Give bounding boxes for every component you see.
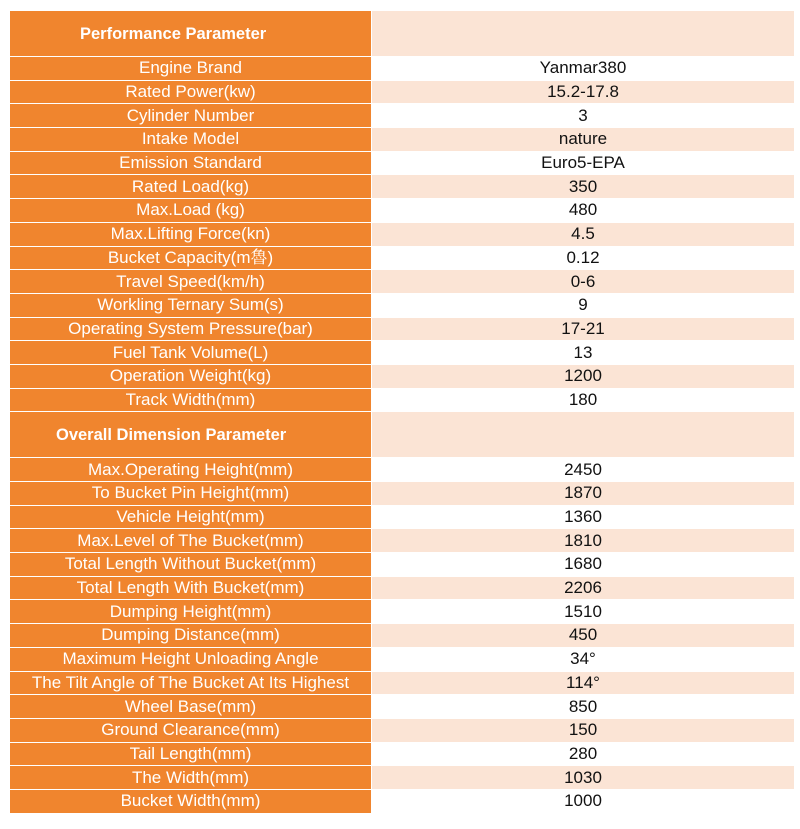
parameter-label: Operation Weight(kg) bbox=[10, 364, 372, 388]
table-row bbox=[10, 695, 795, 719]
table-row bbox=[10, 246, 795, 270]
parameter-value: 1810 bbox=[372, 529, 795, 553]
parameter-label: Max.Level of The Bucket(mm) bbox=[10, 529, 372, 553]
parameter-label: Travel Speed(km/h) bbox=[10, 270, 372, 294]
table-row bbox=[10, 57, 795, 81]
parameter-label: Max.Operating Height(mm) bbox=[10, 458, 372, 482]
parameter-label: Workling Ternary Sum(s) bbox=[10, 293, 372, 317]
parameter-value: 180 bbox=[372, 388, 795, 412]
spec-table bbox=[9, 10, 795, 814]
table-row bbox=[10, 364, 795, 388]
parameter-label: Total Length Without Bucket(mm) bbox=[10, 553, 372, 577]
parameter-value: 15.2-17.8 bbox=[372, 80, 795, 104]
parameter-value: 1200 bbox=[372, 364, 795, 388]
table-row bbox=[10, 624, 795, 648]
parameter-label: Dumping Height(mm) bbox=[10, 600, 372, 624]
parameter-label: Emission Standard bbox=[10, 151, 372, 175]
parameter-label: Cylinder Number bbox=[10, 104, 372, 128]
table-row bbox=[10, 600, 795, 624]
table-row bbox=[10, 341, 795, 365]
parameter-label: Max.Load (kg) bbox=[10, 199, 372, 223]
section-header-row bbox=[10, 412, 795, 458]
parameter-value: 350 bbox=[372, 175, 795, 199]
table-row bbox=[10, 789, 795, 813]
parameter-label: Wheel Base(mm) bbox=[10, 695, 372, 719]
parameter-value: 3 bbox=[372, 104, 795, 128]
table-row bbox=[10, 80, 795, 104]
parameter-value: 450 bbox=[372, 624, 795, 648]
parameter-value: 480 bbox=[372, 199, 795, 223]
section-header-spacer bbox=[372, 412, 795, 458]
section-title: Performance Parameter bbox=[10, 11, 372, 57]
parameter-value: 1510 bbox=[372, 600, 795, 624]
table-row bbox=[10, 505, 795, 529]
parameter-value: 114° bbox=[372, 671, 795, 695]
table-row bbox=[10, 553, 795, 577]
table-row bbox=[10, 199, 795, 223]
section-header-spacer bbox=[372, 11, 795, 57]
parameter-value: 2206 bbox=[372, 576, 795, 600]
parameter-label: Bucket Capacity(m魯) bbox=[10, 246, 372, 270]
parameter-value: 4.5 bbox=[372, 222, 795, 246]
parameter-value: 1360 bbox=[372, 505, 795, 529]
table-row bbox=[10, 458, 795, 482]
parameter-value: 1030 bbox=[372, 766, 795, 790]
parameter-value: 34° bbox=[372, 647, 795, 671]
parameter-value: 0-6 bbox=[372, 270, 795, 294]
table-row bbox=[10, 104, 795, 128]
table-row bbox=[10, 671, 795, 695]
parameter-label: Tail Length(mm) bbox=[10, 742, 372, 766]
table-row bbox=[10, 293, 795, 317]
parameter-label: Operating System Pressure(bar) bbox=[10, 317, 372, 341]
parameter-label: Engine Brand bbox=[10, 57, 372, 81]
table-row bbox=[10, 766, 795, 790]
table-row bbox=[10, 222, 795, 246]
parameter-label: Bucket Width(mm) bbox=[10, 789, 372, 813]
parameter-value: 9 bbox=[372, 293, 795, 317]
section-title: Overall Dimension Parameter bbox=[10, 412, 372, 458]
parameter-value: 2450 bbox=[372, 458, 795, 482]
parameter-value: 1870 bbox=[372, 482, 795, 506]
parameter-value: 17-21 bbox=[372, 317, 795, 341]
parameter-label: Rated Power(kw) bbox=[10, 80, 372, 104]
parameter-label: Total Length With Bucket(mm) bbox=[10, 576, 372, 600]
parameter-label: Max.Lifting Force(kn) bbox=[10, 222, 372, 246]
parameter-label: Vehicle Height(mm) bbox=[10, 505, 372, 529]
parameter-label: Ground Clearance(mm) bbox=[10, 718, 372, 742]
table-row bbox=[10, 151, 795, 175]
parameter-label: The Tilt Angle of The Bucket At Its Highest bbox=[10, 671, 372, 695]
table-row bbox=[10, 317, 795, 341]
parameter-label: Maximum Height Unloading Angle bbox=[10, 647, 372, 671]
parameter-value: nature bbox=[372, 128, 795, 152]
spec-table-body bbox=[10, 11, 795, 814]
parameter-value: 850 bbox=[372, 695, 795, 719]
parameter-label: Track Width(mm) bbox=[10, 388, 372, 412]
parameter-value: Yanmar380 bbox=[372, 57, 795, 81]
parameter-value: 280 bbox=[372, 742, 795, 766]
table-row bbox=[10, 529, 795, 553]
table-row bbox=[10, 647, 795, 671]
table-row bbox=[10, 175, 795, 199]
parameter-label: The Width(mm) bbox=[10, 766, 372, 790]
table-row bbox=[10, 718, 795, 742]
parameter-value: Euro5-EPA bbox=[372, 151, 795, 175]
parameter-value: 0.12 bbox=[372, 246, 795, 270]
parameter-value: 1680 bbox=[372, 553, 795, 577]
parameter-label: Dumping Distance(mm) bbox=[10, 624, 372, 648]
parameter-label: Rated Load(kg) bbox=[10, 175, 372, 199]
parameter-value: 1000 bbox=[372, 789, 795, 813]
table-row bbox=[10, 742, 795, 766]
parameter-label: Fuel Tank Volume(L) bbox=[10, 341, 372, 365]
table-row bbox=[10, 388, 795, 412]
parameter-label: Intake Model bbox=[10, 128, 372, 152]
table-row bbox=[10, 270, 795, 294]
section-header-row bbox=[10, 11, 795, 57]
parameter-value: 150 bbox=[372, 718, 795, 742]
table-row bbox=[10, 576, 795, 600]
table-row bbox=[10, 482, 795, 506]
parameter-label: To Bucket Pin Height(mm) bbox=[10, 482, 372, 506]
table-row bbox=[10, 128, 795, 152]
parameter-value: 13 bbox=[372, 341, 795, 365]
